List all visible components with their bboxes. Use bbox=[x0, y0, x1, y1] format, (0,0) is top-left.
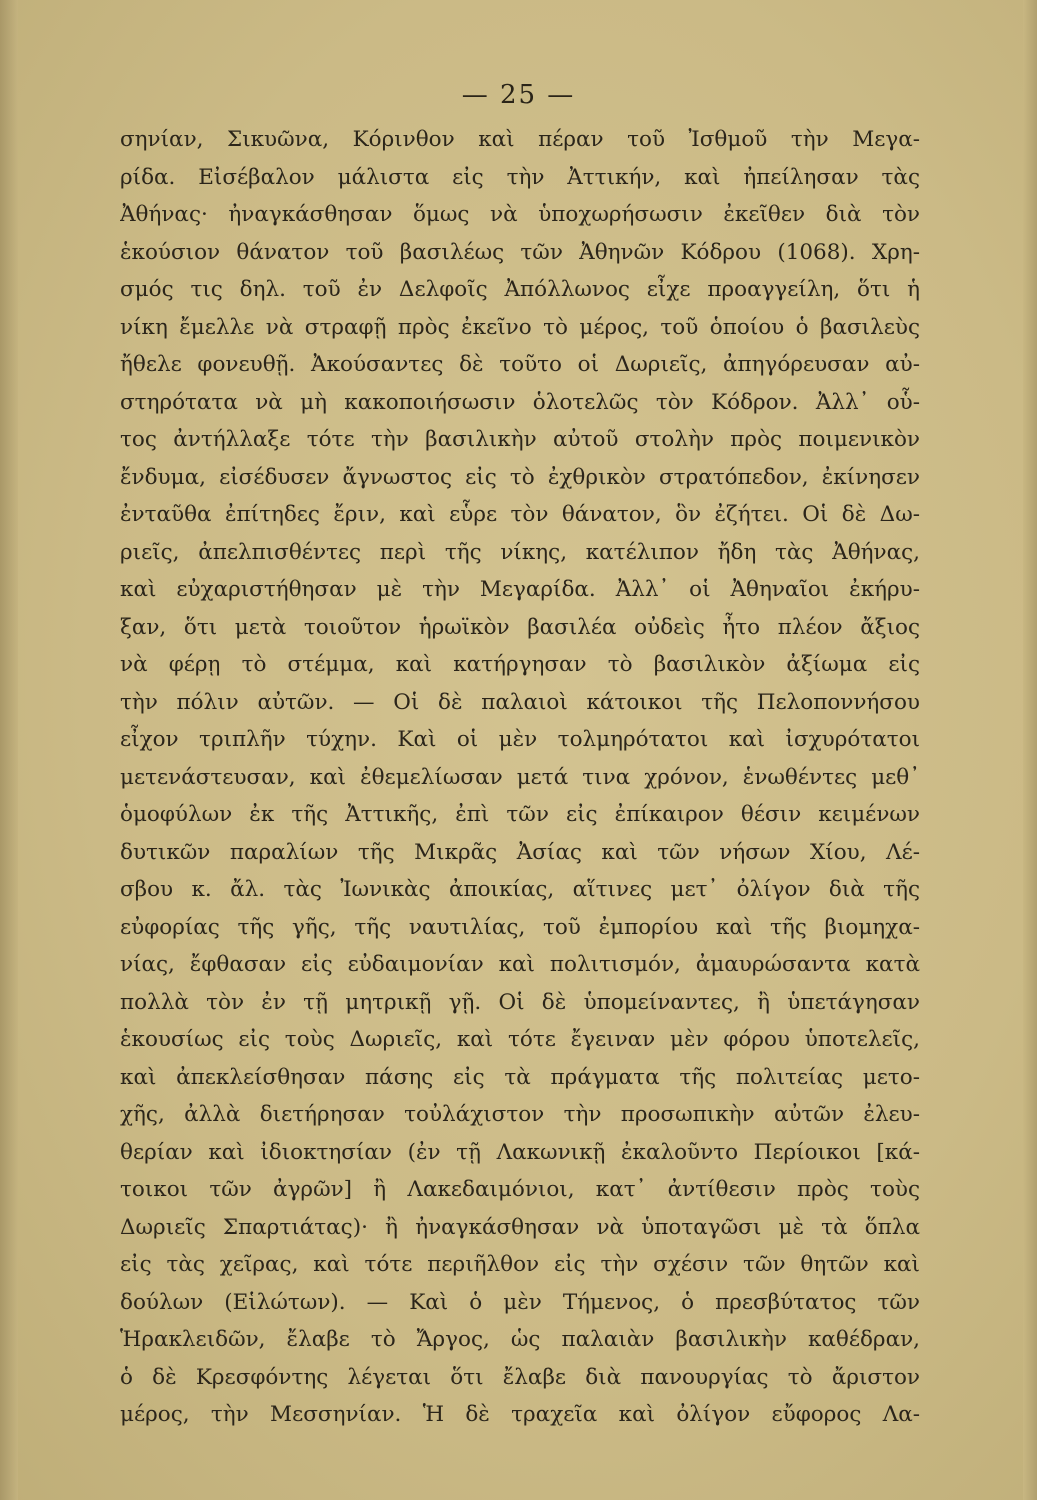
text-line: ριεῖς, ἀπελπισθέντες περὶ τῆς νίκης, κατέλιπον ἤδη τὰς Ἀθήνας, bbox=[120, 539, 920, 565]
text-line: εὐφορίας τῆς γῆς, τῆς ναυτιλίας, τοῦ ἐμπορίου καὶ τῆς βιομηχα- bbox=[120, 914, 920, 940]
text-line: δυτικῶν παραλίων τῆς Μικρᾶς Ἀσίας καὶ τῶν νήσων Χίου, Λέ- bbox=[120, 839, 920, 865]
text-line: ἔνδυμα, εἰσέδυσεν ἄγνωστος εἰς τὸ ἐχθρικὸν στρατόπεδον, ἐκίνησεν bbox=[120, 464, 920, 490]
text-line: εἰς τὰς χεῖρας, καὶ τότε περιῆλθον εἰς τὴν σχέσιν τῶν θητῶν καὶ bbox=[120, 1252, 920, 1277]
text-line: τοικοι τῶν ἀγρῶν] ἢ Λακεδαιμόνιοι, κατ᾽ ἀντίθεσιν πρὸς τοὺς bbox=[120, 1177, 920, 1202]
text-line: ὁμοφύλων ἐκ τῆς Ἀττικῆς, ἐπὶ τῶν εἰς ἐπίκαιρον θέσιν κειμένων bbox=[120, 802, 920, 827]
text-line: δούλων (Εἱλώτων). — Καὶ ὁ μὲν Τήμενος, ὁ πρεσβύτατος τῶν bbox=[120, 1289, 920, 1315]
text-line: ἐνταῦθα ἐπίτηδες ἔριν, καὶ εὗρε τὸν θάνατον, ὃν ἐζήτει. Οἱ δὲ Δω- bbox=[120, 502, 920, 527]
text-line: χῆς, ἀλλὰ διετήρησαν τοὐλάχιστον τὴν προσωπικὴν αὐτῶν ἐλευ- bbox=[120, 1102, 920, 1127]
text-line: στηρότατα νὰ μὴ κακοποιήσωσιν ὁλοτελῶς τὸν Κόδρον. Ἀλλ᾽ οὗ- bbox=[120, 389, 920, 415]
body-text bbox=[120, 121, 920, 1434]
text-line: νίκη ἔμελλε νὰ στραφῇ πρὸς ἐκεῖνο τὸ μέρος, τοῦ ὁποίου ὁ βασιλεὺς bbox=[120, 314, 920, 340]
page-number: — 25 — bbox=[461, 80, 576, 110]
text-line: νὰ φέρῃ τὸ στέμμα, καὶ κατήργησαν τὸ βασιλικὸν ἀξίωμα εἰς bbox=[120, 652, 920, 677]
text-line: ὁ δὲ Κρεσφόντης λέγεται ὅτι ἔλαβε διὰ πανουργίας τὸ ἄριστον bbox=[120, 1364, 920, 1390]
text-line: ἑκουσίως εἰς τοὺς Δωριεῖς, καὶ τότε ἔγειναν μὲν φόρου ὑποτελεῖς, bbox=[120, 1027, 920, 1052]
text-line: ἤθελε φονευθῇ. Ἀκούσαντες δὲ τοῦτο οἱ Δωριεῖς, ἀπηγόρευσαν αὐ- bbox=[120, 352, 920, 377]
text-line: μέρος, τὴν Μεσσηνίαν. Ἡ δὲ τραχεῖα καὶ ὀλίγον εὔφορος Λα- bbox=[120, 1402, 920, 1427]
text-line: θερίαν καὶ ἰδιοκτησίαν (ἐν τῇ Λακωνικῇ ἐκαλοῦντο Περίοικοι [κά- bbox=[120, 1139, 920, 1165]
text-line: καὶ εὐχαριστήθησαν μὲ τὴν Μεγαρίδα. Ἀλλ᾽ οἱ Ἀθηναῖοι ἐκήρυ- bbox=[120, 577, 920, 602]
text-line: ρίδα. Εἰσέβαλον μάλιστα εἰς τὴν Ἀττικήν, καὶ ἠπείλησαν τὰς bbox=[120, 164, 920, 190]
text-line: καὶ ἀπεκλείσθησαν πάσης εἰς τὰ πράγματα τῆς πολιτείας μετο- bbox=[120, 1064, 920, 1090]
text-line: σηνίαν, Σικυῶνα, Κόρινθον καὶ πέραν τοῦ Ἰσθμοῦ τὴν Μεγα- bbox=[120, 127, 920, 152]
text-line: σμός τις δηλ. τοῦ ἐν Δελφοῖς Ἀπόλλωνος εἶχε προαγγείλη, ὅτι ἡ bbox=[120, 277, 920, 302]
text-line: Ἀθήνας· ἠναγκάσθησαν ὅμως νὰ ὑποχωρήσωσιν ἐκεῖθεν διὰ τὸν bbox=[120, 202, 920, 227]
text-line: τὴν πόλιν αὐτῶν. — Οἱ δὲ παλαιοὶ κάτοικοι τῆς Πελοποννήσου bbox=[120, 689, 920, 715]
text-line: πολλὰ τὸν ἐν τῇ μητρικῇ γῇ. Οἱ δὲ ὑπομείναντες, ἢ ὑπετάγησαν bbox=[120, 989, 920, 1015]
text-line: νίας, ἔφθασαν εἰς εὐδαιμονίαν καὶ πολιτισμόν, ἀμαυρώσαντα κατὰ bbox=[120, 952, 920, 977]
text-line: ἑκούσιον θάνατον τοῦ βασιλέως τῶν Ἀθηνῶν Κόδρου (1068). Χρη- bbox=[120, 239, 920, 265]
text-line: ξαν, ὅτι μετὰ τοιοῦτον ἡρωϊκὸν βασιλέα οὐδεὶς ἦτο πλέον ἄξιος bbox=[120, 614, 920, 640]
text-line: Ἡρακλειδῶν, ἔλαβε τὸ Ἄργος, ὡς παλαιὰν βασιλικὴν καθέδραν, bbox=[120, 1327, 920, 1352]
text-line: σβου κ. ἄλ. τὰς Ἰωνικὰς ἀποικίας, αἵτινες μετ᾽ ὀλίγον διὰ τῆς bbox=[120, 877, 920, 902]
text-line: μετενάστευσαν, καὶ ἐθεμελίωσαν μετά τινα χρόνον, ἑνωθέντες μεθ᾽ bbox=[120, 764, 920, 790]
text-line: Δωριεῖς Σπαρτιάτας)· ἢ ἠναγκάσθησαν νὰ ὑποταγῶσι μὲ τὰ ὅπλα bbox=[120, 1214, 920, 1240]
text-line: εἶχον τριπλῆν τύχην. Καὶ οἱ μὲν τολμηρότατοι καὶ ἰσχυρότατοι bbox=[120, 727, 920, 752]
page-right-edge bbox=[1023, 0, 1037, 1500]
page-left-edge bbox=[0, 0, 18, 1500]
text-line: τος ἀντήλλαξε τότε τὴν βασιλικὴν αὐτοῦ στολὴν πρὸς ποιμενικὸν bbox=[120, 427, 920, 452]
